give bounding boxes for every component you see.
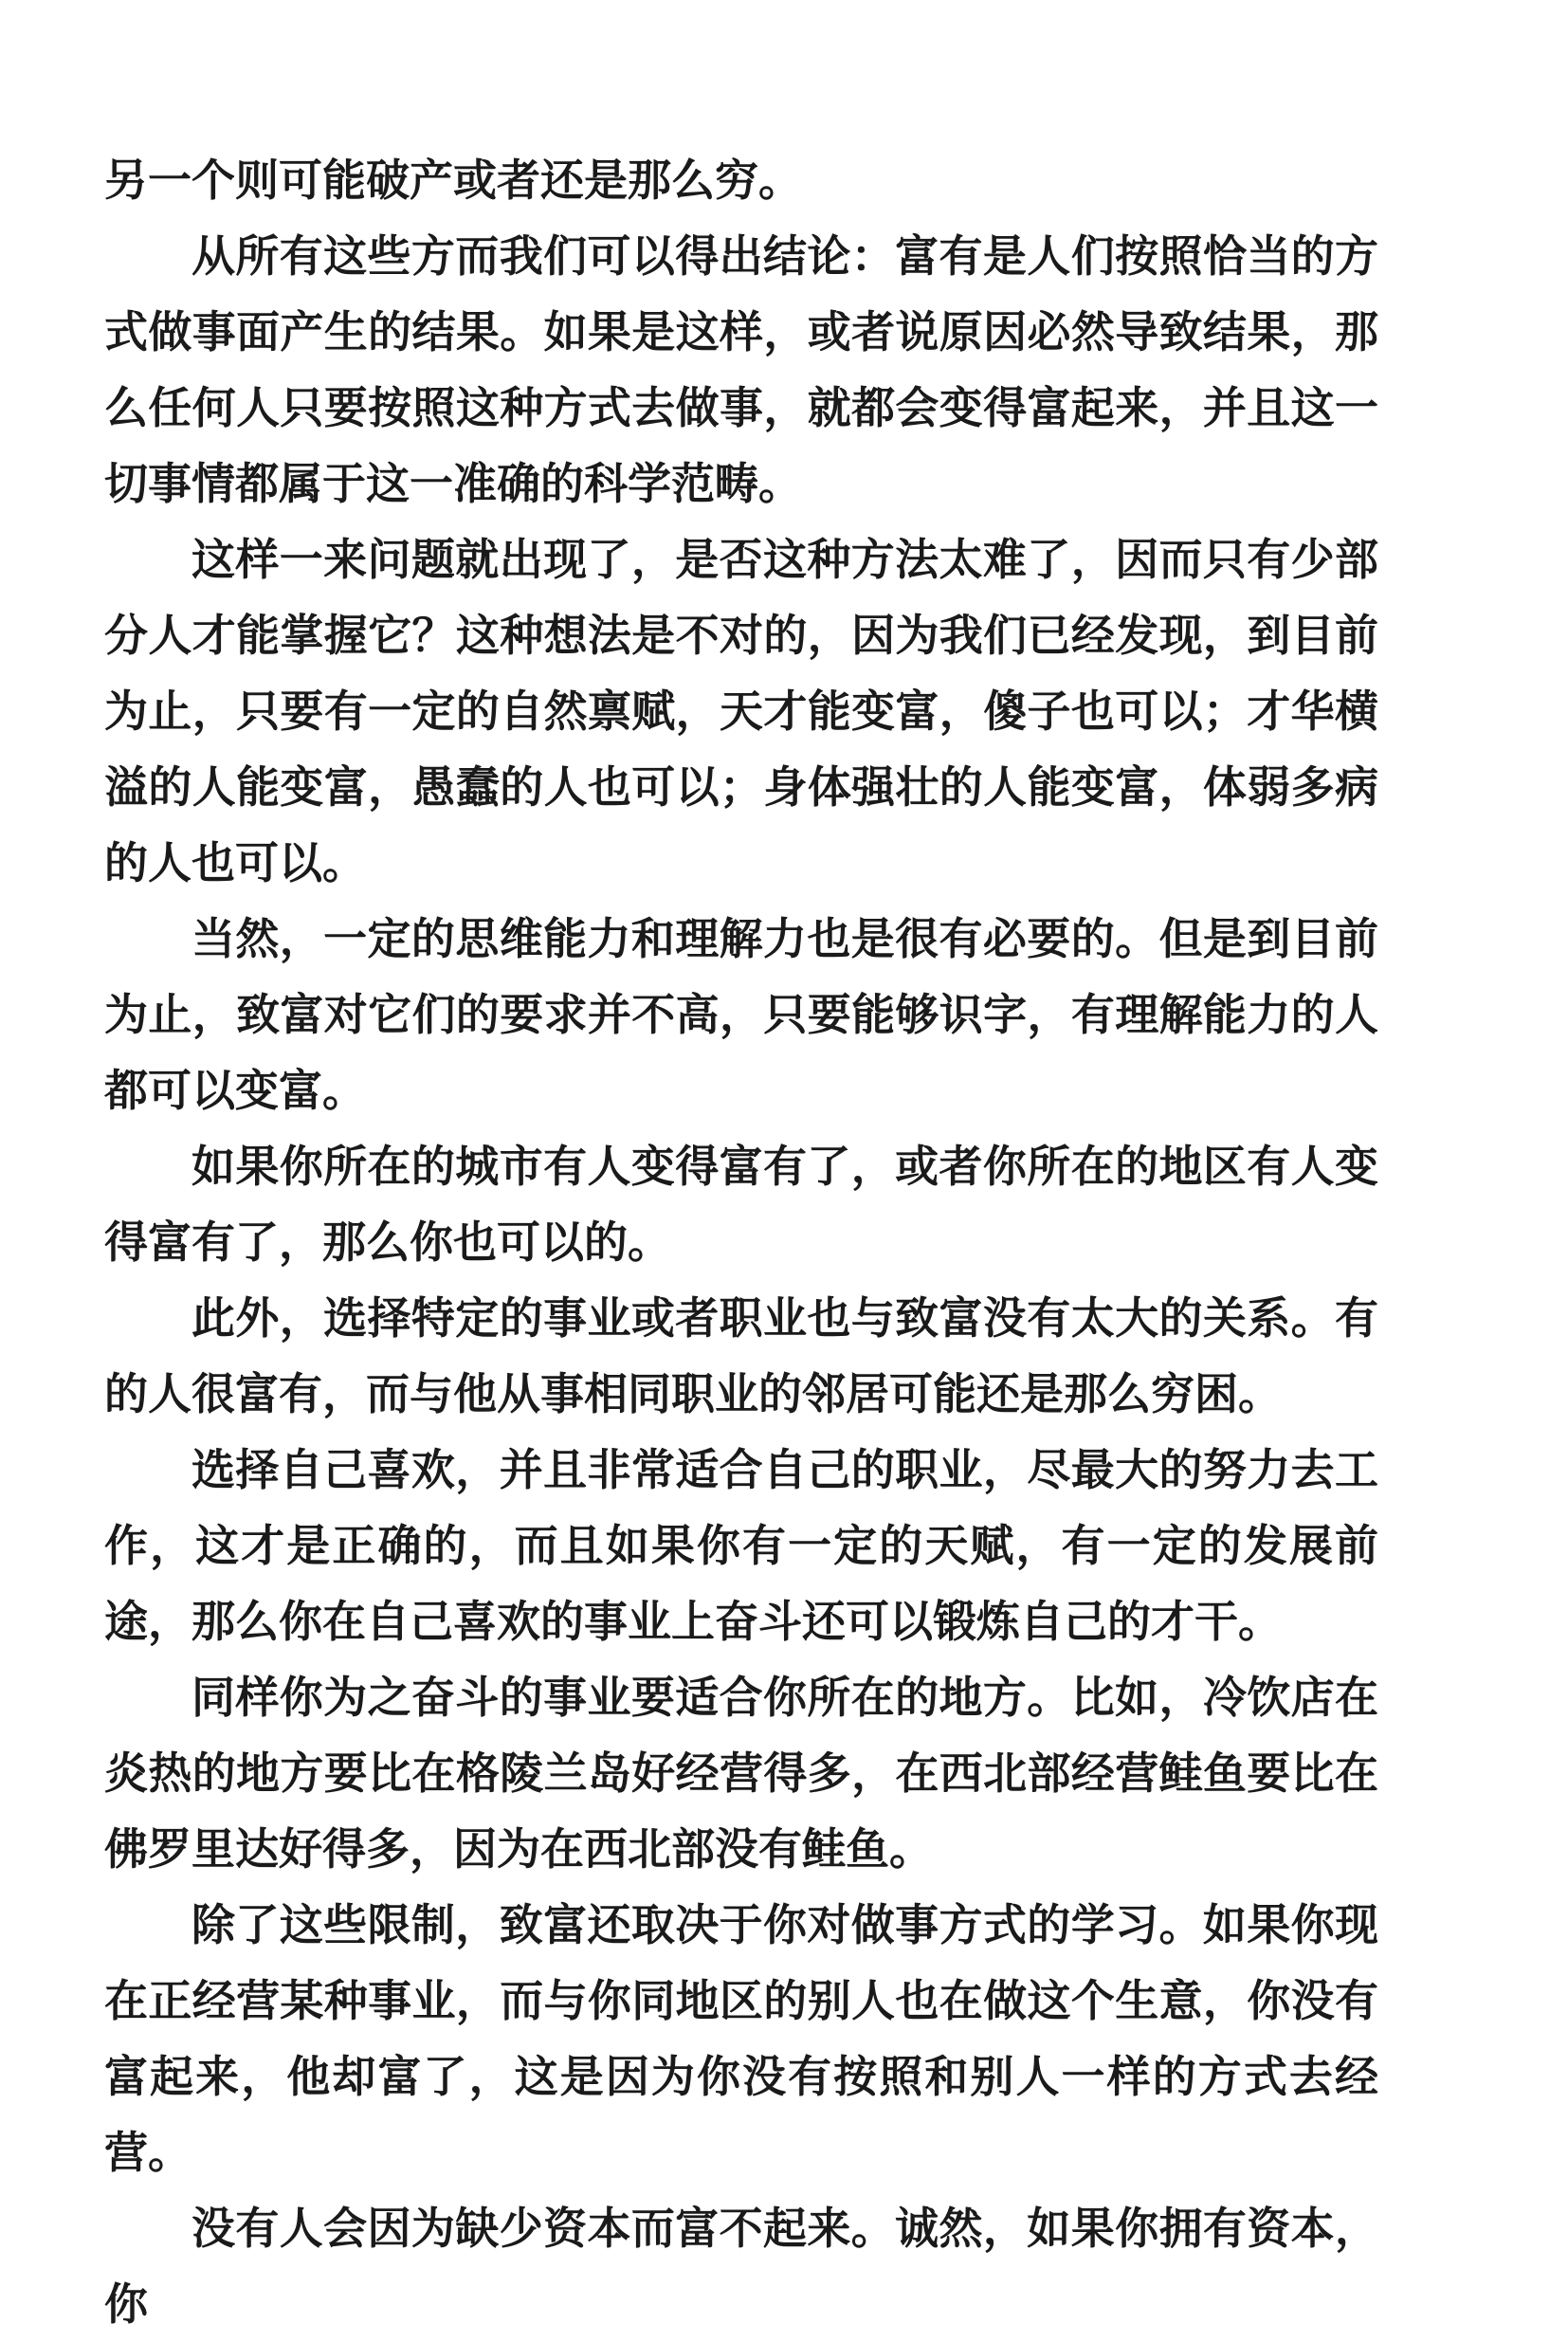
paragraph: 如果你所在的城市有人变得富有了，或者你所在的地区有人变得富有了，那么你也可以的。 (104, 1141, 1378, 1268)
partial-top-line (104, 75, 1378, 103)
paragraph: 另一个则可能破产或者还是那么穷。 (104, 155, 802, 206)
paragraph: 选择自己喜欢，并且非常适合自己的职业，尽最大的努力去工作，这才是正确的，而且如果你有一定的天赋，有一定的发展前途，那么你在自己喜欢的事业上奋斗还可以锻炼自己的才干。 (104, 1444, 1378, 1647)
paragraph: 从所有这些方而我们可以得出结论：富有是人们按照恰当的方式做事面产生的结果。如果是这样，或者说原因必然导致结果，那么任何人只要按照这种方式去做事，就都会变得富起来，并且这一切事情都属于这一准确的科学范畴。 (104, 230, 1378, 509)
paragraph: 这样一来问题就出现了，是否这种方法太难了，因而只有少部分人才能掌握它？这种想法是不对的，因为我们已经发现，到目前为止，只要有一定的自然禀赋，天才能变富，傻子也可以；才华横溢的人能变富，愚蠢的人也可以；身体强壮的人能变富，体弱多病的人也可以。 (104, 534, 1378, 888)
paragraph: 同样你为之奋斗的事业要适合你所在的地方。比如，冷饮店在炎热的地方要比在格陵兰岛好经营得多，在西北部经营鲑鱼要比在佛罗里达好得多，因为在西北部没有鲑鱼。 (104, 1672, 1378, 1875)
paragraph: 此外，选择特定的事业或者职业也与致富没有太大的关系。有的人很富有，而与他从事相同职业的邻居可能还是那么穷困。 (104, 1292, 1378, 1419)
document-page (104, 0, 1378, 2330)
paragraph: 当然，一定的思维能力和理解力也是很有必要的。但是到目前为止，致富对它们的要求并不高，只要能够识字，有理解能力的人都可以变富。 (104, 913, 1378, 1116)
paragraph: 没有人会因为缺少资本而富不起来。诚然，如果你拥有资本，你 (104, 2203, 1378, 2330)
body-text (104, 142, 1378, 2342)
paragraph: 除了这些限制，致富还取决于你对做事方式的学习。如果你现在正经营某种事业，而与你同地区的别人也在做这个生意，你没有富起来，他却富了，这是因为你没有按照和别人一样的方式去经营。 (104, 1899, 1378, 2178)
